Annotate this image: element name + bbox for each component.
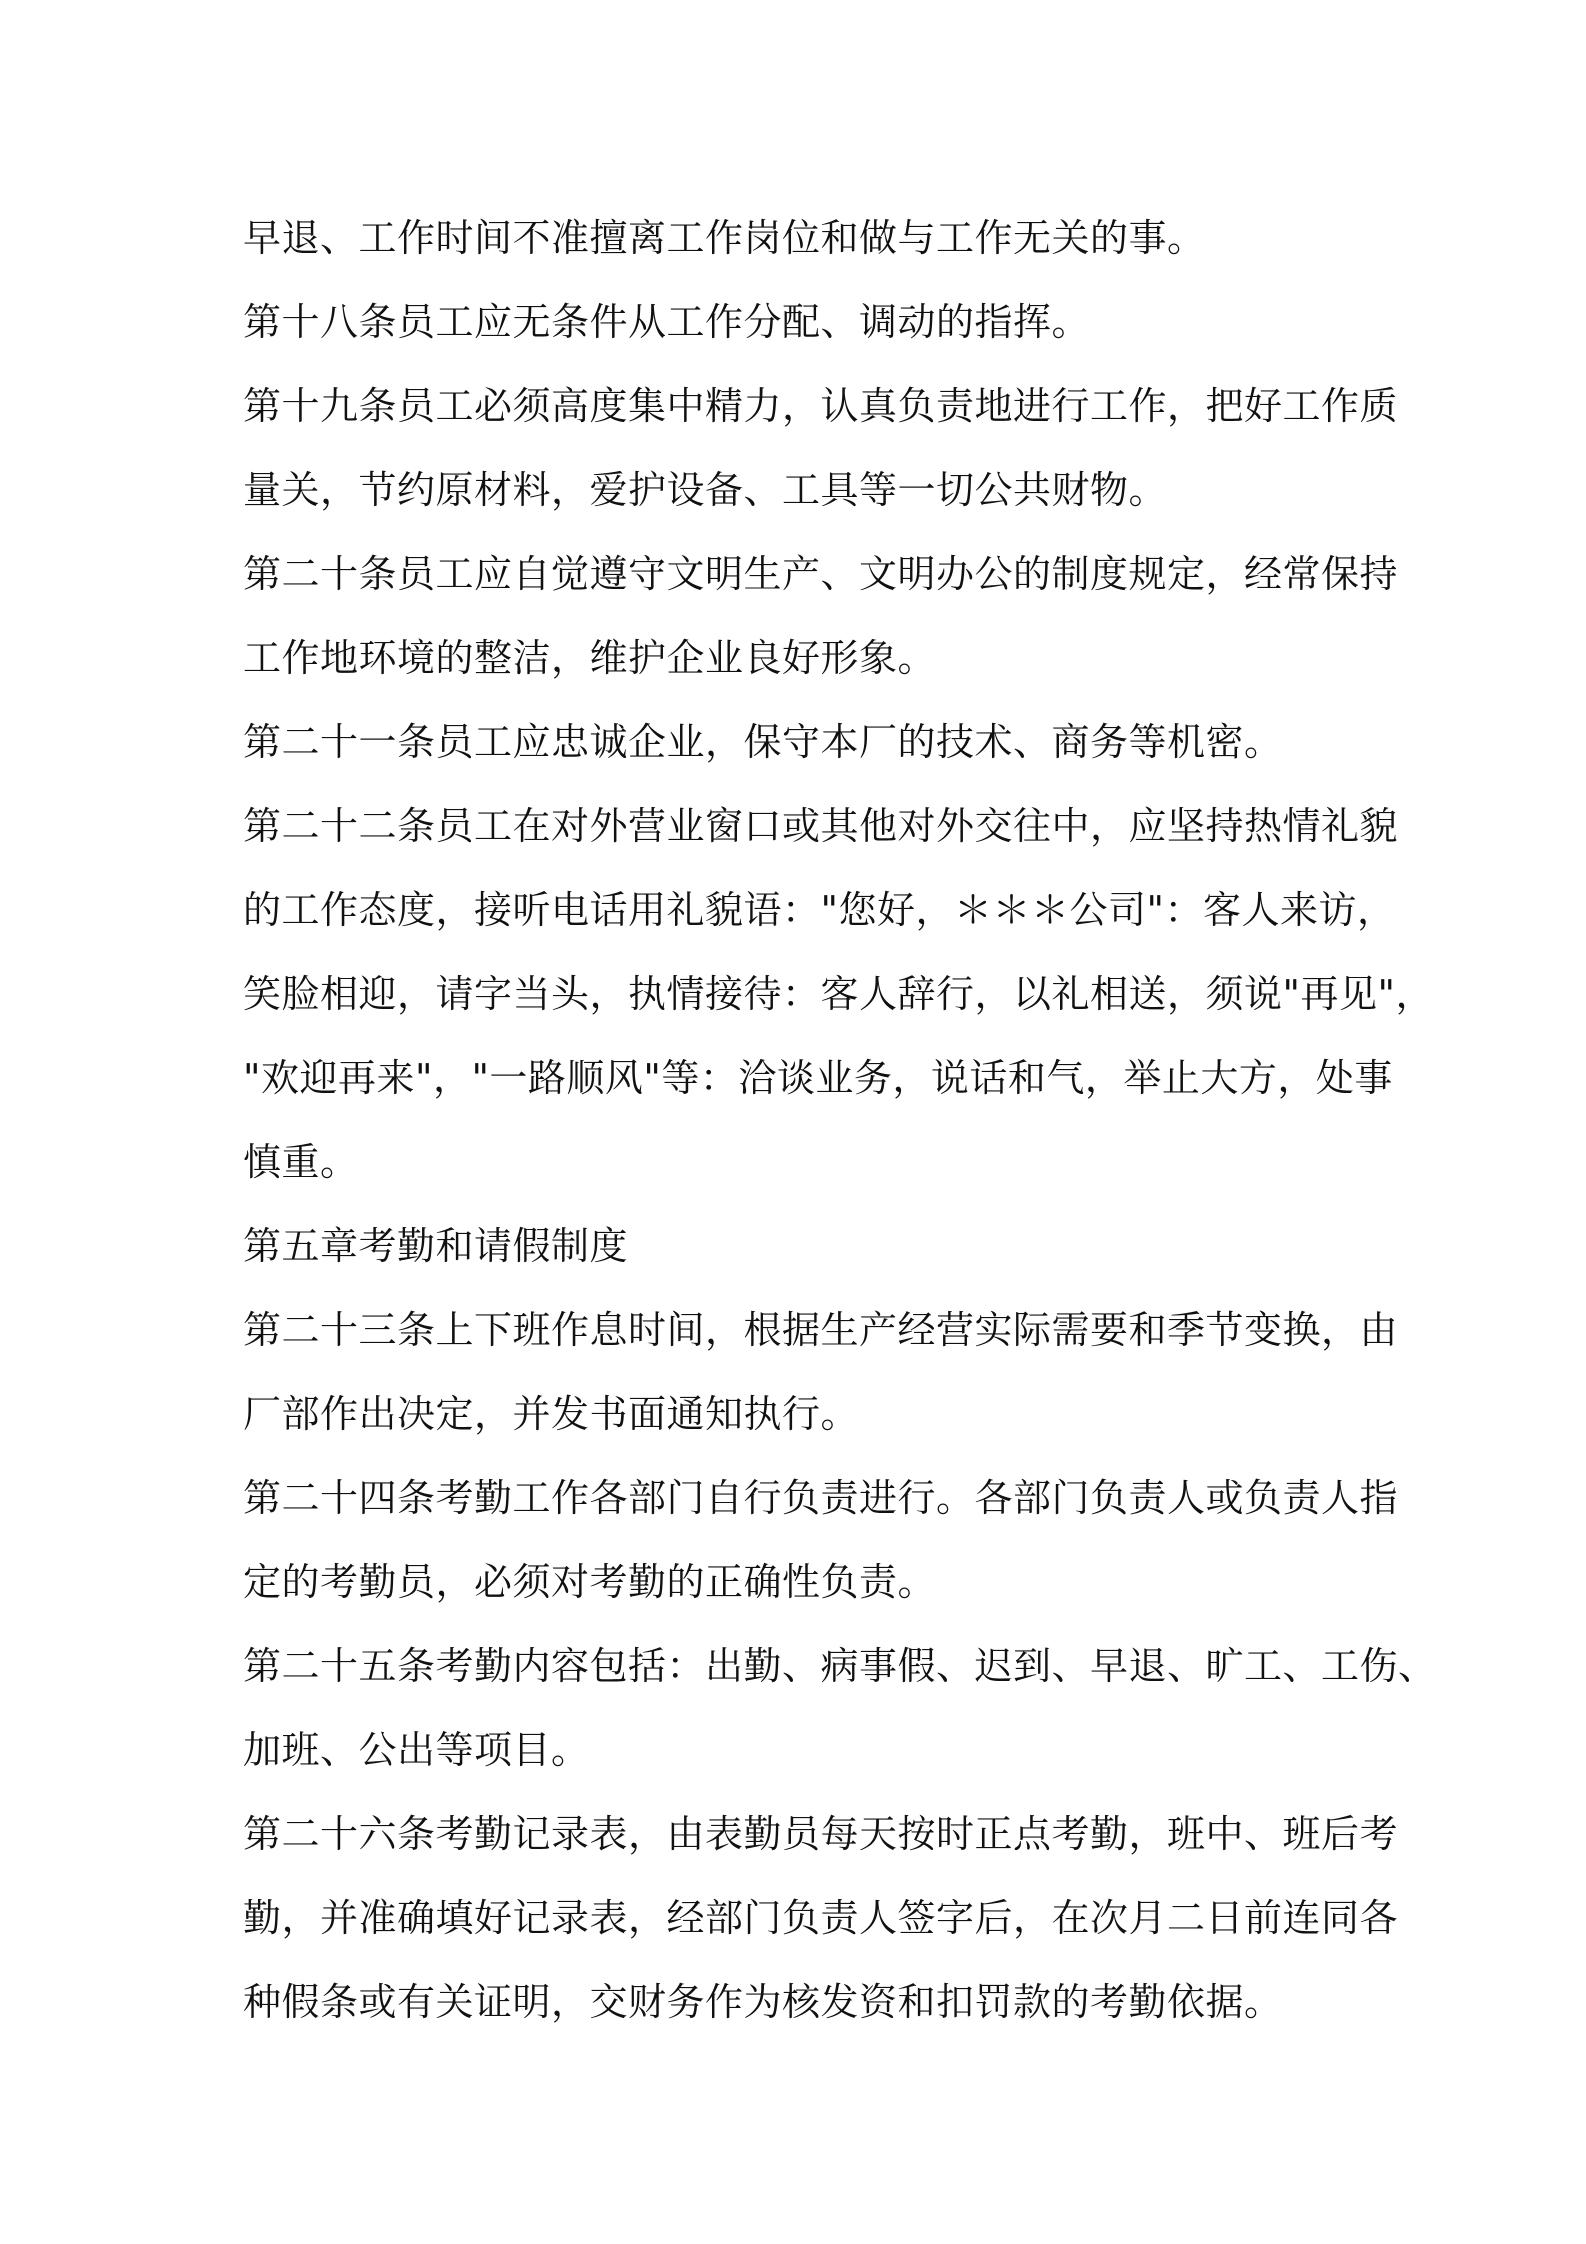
- text-line: 厂部作出决定，并发书面通知执行。: [243, 1392, 860, 1436]
- text-line: 第二十四条考勤工作各部门自行负责进行。各部门负责人或负责人指: [243, 1476, 1399, 1520]
- document-body: [243, 196, 1437, 2044]
- text-line: 第二十二条员工在对外营业窗口或其他对外交往中，应坚持热情礼貌: [243, 804, 1399, 848]
- text-line: 的工作态度，接听电话用礼貌语："您好，＊＊＊公司"：客人来访，: [243, 888, 1396, 932]
- text-line: 种假条或有关证明，交财务作为核发资和扣罚款的考勤依据。: [243, 1980, 1283, 2024]
- text-line: 量关，节约原材料，爱护设备、工具等一切公共财物。: [243, 468, 1168, 512]
- text-line: 第二十六条考勤记录表，由表勤员每天按时正点考勤，班中、班后考: [243, 1812, 1399, 1856]
- text-line: 第十八条员工应无条件从工作分配、调动的指挥。: [243, 300, 1091, 344]
- text-line: 慎重。: [243, 1140, 359, 1184]
- text-line: 第二十条员工应自觉遵守文明生产、文明办公的制度规定，经常保持: [243, 552, 1399, 596]
- text-line: 勤，并准确填好记录表，经部门负责人签字后，在次月二日前连同各: [243, 1896, 1399, 1940]
- text-line: 定的考勤员，必须对考勤的正确性负责。: [243, 1560, 937, 1604]
- text-line: "欢迎再来"，"一路顺风"等：洽谈业务，说话和气，举止大方，处事: [243, 1056, 1393, 1100]
- text-line: 第二十五条考勤内容包括：出勤、病事假、迟到、早退、旷工、工伤、: [243, 1644, 1437, 1688]
- text-line: 第二十三条上下班作息时间，根据生产经营实际需要和季节变换，由: [243, 1308, 1399, 1352]
- text-line: 第十九条员工必须高度集中精力，认真负责地进行工作，把好工作质: [243, 384, 1399, 428]
- text-line: 早退、工作时间不准擅离工作岗位和做与工作无关的事。: [243, 216, 1206, 260]
- chapter-heading: 第五章考勤和请假制度: [243, 1224, 629, 1268]
- text-line: 加班、公出等项目。: [243, 1728, 590, 1772]
- text-line: 工作地环境的整洁，维护企业良好形象。: [243, 636, 937, 680]
- text-line: 第二十一条员工应忠诚企业，保守本厂的技术、商务等机密。: [243, 720, 1283, 764]
- text-line: 笑脸相迎，请字当头，执情接待：客人辞行，以礼相送，须说"再见"，: [243, 972, 1434, 1016]
